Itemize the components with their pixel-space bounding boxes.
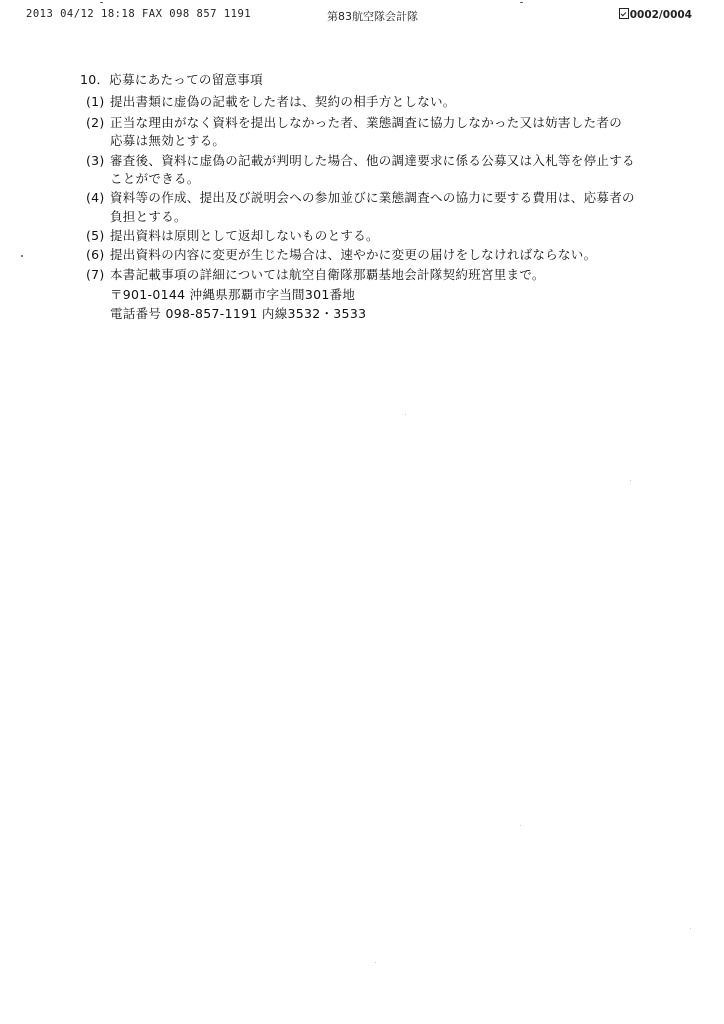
scan-speck (520, 825, 521, 826)
scan-speck (630, 480, 631, 481)
scan-speck (520, 2, 523, 3)
item-text: 資料等の作成、提出及び説明会への参加並びに業態調査への協力に要する費用は、応募者の (110, 190, 635, 205)
list-item (86, 113, 622, 131)
item-text-continued: ことができる。 (110, 171, 200, 186)
item-text-continued: 応募は無効とする。 (110, 133, 226, 148)
item-number: (4) (86, 190, 105, 205)
list-item (86, 188, 635, 206)
checkbox-icon (619, 8, 629, 19)
item-number: (6) (86, 247, 105, 262)
list-item (86, 265, 545, 283)
item-number: (2) (86, 115, 105, 130)
fax-sender-name: 第83航空隊会計隊 (327, 10, 418, 23)
item-text-continued: 負担とする。 (110, 209, 187, 224)
scan-speck (405, 414, 406, 415)
scan-speck (375, 962, 376, 963)
postal-address: 〒901-0144 沖縄県那覇市字当間301番地 (110, 287, 356, 302)
fax-header (0, 8, 724, 24)
item-number: (1) (86, 94, 105, 109)
section-title: 10．応募にあたっての留意事項 (80, 72, 263, 87)
item-number: (5) (86, 228, 105, 243)
scan-speck (100, 2, 103, 3)
scan-speck (690, 928, 691, 929)
list-item (86, 92, 456, 110)
item-text: 提出書類に虚偽の記載をした者は、契約の相手方としない。 (110, 94, 456, 109)
item-text: 審査後、資料に虚偽の記載が判明した場合、他の調達要求に係る公募又は入札等を停止する (110, 153, 635, 168)
item-number: (7) (86, 267, 105, 282)
fax-page-number: 0002/0004 (619, 8, 692, 21)
item-text: 正当な理由がなく資料を提出しなかった者、業態調査に協力しなかった又は妨害した者の (110, 115, 623, 130)
fax-transmission-info: 2013 04/12 18:18 FAX 098 857 1191 (26, 8, 252, 20)
scan-speck (21, 255, 23, 257)
item-text: 本書記載事項の詳細については航空自衛隊那覇基地会計隊契約班宮里まで。 (110, 267, 545, 282)
list-item (86, 226, 379, 244)
list-item (86, 245, 596, 263)
item-number: (3) (86, 153, 105, 168)
list-item (86, 151, 635, 169)
item-text: 提出資料の内容に変更が生じた場合は、速やかに変更の届けをしなければならない。 (110, 247, 597, 262)
phone-number: 電話番号 098-857-1191 内線3532・3533 (110, 306, 367, 321)
item-text: 提出資料は原則として返却しないものとする。 (110, 228, 379, 243)
